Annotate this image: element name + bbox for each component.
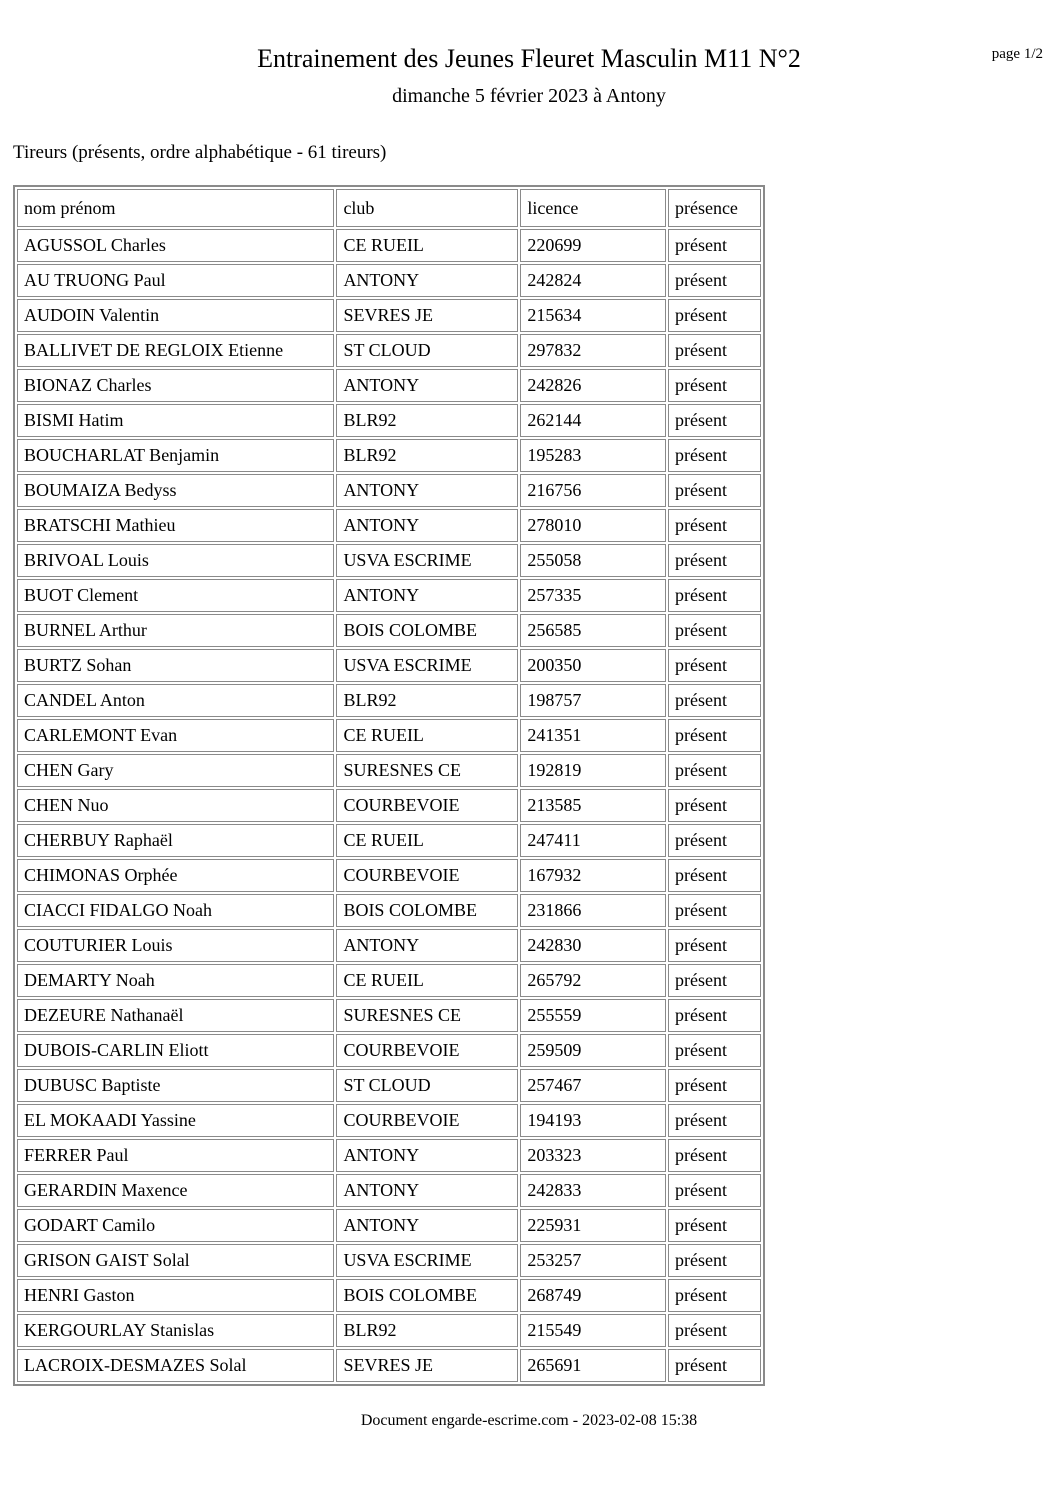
cell-licence: 242833: [520, 1174, 666, 1207]
cell-name: BUOT Clement: [17, 579, 334, 612]
section-heading-tireurs: Tireurs (présents, ordre alphabétique - 61 tireurs): [13, 142, 387, 163]
cell-name: BOUCHARLAT Benjamin: [17, 439, 334, 472]
table-row: [17, 264, 761, 297]
cell-presence: présent: [668, 649, 761, 682]
page-number-indicator: page 1/2: [991, 46, 1043, 62]
cell-name: DEMARTY Noah: [17, 964, 334, 997]
table-row: [17, 544, 761, 577]
table-row: [17, 1279, 761, 1312]
cell-presence: présent: [668, 404, 761, 437]
page-title: Entrainement des Jeunes Fleuret Masculin M11 N°2: [257, 44, 801, 73]
cell-club: ST CLOUD: [336, 334, 518, 367]
cell-club: COURBEVOIE: [336, 1104, 518, 1137]
table-row: [17, 649, 761, 682]
cell-club: BLR92: [336, 404, 518, 437]
column-header-club: club: [336, 189, 518, 227]
cell-licence: 255058: [520, 544, 666, 577]
cell-name: GRISON GAIST Solal: [17, 1244, 334, 1277]
cell-club: COURBEVOIE: [336, 1034, 518, 1067]
cell-name: BISMI Hatim: [17, 404, 334, 437]
table-row: [17, 334, 761, 367]
cell-club: CE RUEIL: [336, 719, 518, 752]
cell-presence: présent: [668, 1279, 761, 1312]
cell-club: ANTONY: [336, 1139, 518, 1172]
tireurs-table: [13, 185, 765, 1386]
cell-name: AU TRUONG Paul: [17, 264, 334, 297]
cell-name: CHIMONAS Orphée: [17, 859, 334, 892]
cell-name: BIONAZ Charles: [17, 369, 334, 402]
cell-club: CE RUEIL: [336, 824, 518, 857]
table-row: [17, 1314, 761, 1347]
cell-presence: présent: [668, 1174, 761, 1207]
table-row: [17, 929, 761, 962]
cell-licence: 192819: [520, 754, 666, 787]
cell-name: HENRI Gaston: [17, 1279, 334, 1312]
cell-presence: présent: [668, 894, 761, 927]
cell-club: USVA ESCRIME: [336, 544, 518, 577]
cell-presence: présent: [668, 1034, 761, 1067]
cell-licence: 247411: [520, 824, 666, 857]
cell-licence: 242824: [520, 264, 666, 297]
cell-name: BURNEL Arthur: [17, 614, 334, 647]
cell-name: AGUSSOL Charles: [17, 229, 334, 262]
cell-name: BOUMAIZA Bedyss: [17, 474, 334, 507]
table-row: [17, 439, 761, 472]
cell-club: SURESNES CE: [336, 754, 518, 787]
cell-presence: présent: [668, 1104, 761, 1137]
cell-club: BLR92: [336, 439, 518, 472]
cell-name: CHEN Nuo: [17, 789, 334, 822]
cell-club: ANTONY: [336, 474, 518, 507]
table-row: [17, 859, 761, 892]
cell-licence: 257467: [520, 1069, 666, 1102]
cell-presence: présent: [668, 964, 761, 997]
cell-presence: présent: [668, 754, 761, 787]
table-row: [17, 1104, 761, 1137]
cell-licence: 256585: [520, 614, 666, 647]
cell-presence: présent: [668, 474, 761, 507]
cell-club: ANTONY: [336, 509, 518, 542]
cell-licence: 255559: [520, 999, 666, 1032]
cell-licence: 278010: [520, 509, 666, 542]
table-row: [17, 999, 761, 1032]
cell-name: CHEN Gary: [17, 754, 334, 787]
column-header-licence: licence: [520, 189, 666, 227]
cell-club: COURBEVOIE: [336, 859, 518, 892]
table-row: [17, 614, 761, 647]
cell-licence: 225931: [520, 1209, 666, 1242]
cell-licence: 215549: [520, 1314, 666, 1347]
cell-club: CE RUEIL: [336, 964, 518, 997]
cell-presence: présent: [668, 859, 761, 892]
cell-presence: présent: [668, 299, 761, 332]
cell-licence: 216756: [520, 474, 666, 507]
cell-club: ANTONY: [336, 264, 518, 297]
table-row: [17, 1174, 761, 1207]
cell-club: ANTONY: [336, 369, 518, 402]
table-row: [17, 1209, 761, 1242]
cell-presence: présent: [668, 544, 761, 577]
table-row: [17, 789, 761, 822]
cell-club: USVA ESCRIME: [336, 1244, 518, 1277]
table-row: [17, 474, 761, 507]
cell-licence: 297832: [520, 334, 666, 367]
table-row: [17, 1034, 761, 1067]
cell-club: BOIS COLOMBE: [336, 614, 518, 647]
table-row: [17, 404, 761, 437]
column-header-name: nom prénom: [17, 189, 334, 227]
table-row: [17, 579, 761, 612]
cell-name: CIACCI FIDALGO Noah: [17, 894, 334, 927]
table-row: [17, 824, 761, 857]
cell-club: BOIS COLOMBE: [336, 1279, 518, 1312]
cell-presence: présent: [668, 439, 761, 472]
cell-name: BURTZ Sohan: [17, 649, 334, 682]
cell-club: USVA ESCRIME: [336, 649, 518, 682]
document-footer: Document engarde-escrime.com - 2023-02-08 15:38: [360, 1412, 698, 1429]
cell-licence: 257335: [520, 579, 666, 612]
cell-licence: 265792: [520, 964, 666, 997]
table-row: [17, 1349, 761, 1382]
table-row: [17, 719, 761, 752]
cell-licence: 200350: [520, 649, 666, 682]
cell-presence: présent: [668, 1069, 761, 1102]
cell-name: KERGOURLAY Stanislas: [17, 1314, 334, 1347]
cell-licence: 241351: [520, 719, 666, 752]
cell-licence: 167932: [520, 859, 666, 892]
cell-name: LACROIX-DESMAZES Solal: [17, 1349, 334, 1382]
cell-licence: 253257: [520, 1244, 666, 1277]
cell-name: CARLEMONT Evan: [17, 719, 334, 752]
cell-licence: 198757: [520, 684, 666, 717]
cell-presence: présent: [668, 1244, 761, 1277]
cell-presence: présent: [668, 719, 761, 752]
cell-licence: 265691: [520, 1349, 666, 1382]
cell-club: SEVRES JE: [336, 299, 518, 332]
cell-presence: présent: [668, 999, 761, 1032]
table-row: [17, 1139, 761, 1172]
cell-presence: présent: [668, 229, 761, 262]
cell-name: EL MOKAADI Yassine: [17, 1104, 334, 1137]
table-row: [17, 894, 761, 927]
cell-presence: présent: [668, 1209, 761, 1242]
cell-licence: 268749: [520, 1279, 666, 1312]
cell-name: BRIVOAL Louis: [17, 544, 334, 577]
cell-club: SURESNES CE: [336, 999, 518, 1032]
cell-club: ANTONY: [336, 579, 518, 612]
cell-club: BLR92: [336, 1314, 518, 1347]
cell-club: ANTONY: [336, 1174, 518, 1207]
table-row: [17, 1244, 761, 1277]
cell-presence: présent: [668, 1139, 761, 1172]
cell-club: BOIS COLOMBE: [336, 894, 518, 927]
cell-presence: présent: [668, 264, 761, 297]
cell-name: BRATSCHI Mathieu: [17, 509, 334, 542]
cell-name: DUBUSC Baptiste: [17, 1069, 334, 1102]
cell-club: CE RUEIL: [336, 229, 518, 262]
cell-presence: présent: [668, 1349, 761, 1382]
cell-licence: 213585: [520, 789, 666, 822]
cell-presence: présent: [668, 789, 761, 822]
table-header-row: [17, 189, 761, 227]
cell-licence: 242830: [520, 929, 666, 962]
cell-presence: présent: [668, 614, 761, 647]
cell-name: COUTURIER Louis: [17, 929, 334, 962]
cell-licence: 194193: [520, 1104, 666, 1137]
cell-club: ST CLOUD: [336, 1069, 518, 1102]
cell-presence: présent: [668, 369, 761, 402]
cell-licence: 242826: [520, 369, 666, 402]
table-row: [17, 754, 761, 787]
table-row: [17, 369, 761, 402]
cell-name: FERRER Paul: [17, 1139, 334, 1172]
cell-presence: présent: [668, 684, 761, 717]
cell-name: GODART Camilo: [17, 1209, 334, 1242]
cell-licence: 195283: [520, 439, 666, 472]
cell-name: DEZEURE Nathanaël: [17, 999, 334, 1032]
cell-club: BLR92: [336, 684, 518, 717]
cell-name: DUBOIS-CARLIN Eliott: [17, 1034, 334, 1067]
cell-name: BALLIVET DE REGLOIX Etienne: [17, 334, 334, 367]
cell-licence: 203323: [520, 1139, 666, 1172]
cell-name: CANDEL Anton: [17, 684, 334, 717]
cell-club: ANTONY: [336, 929, 518, 962]
table-row: [17, 509, 761, 542]
cell-name: CHERBUY Raphaël: [17, 824, 334, 857]
cell-presence: présent: [668, 929, 761, 962]
cell-presence: présent: [668, 824, 761, 857]
cell-licence: 231866: [520, 894, 666, 927]
cell-presence: présent: [668, 579, 761, 612]
cell-name: AUDOIN Valentin: [17, 299, 334, 332]
cell-presence: présent: [668, 334, 761, 367]
cell-club: ANTONY: [336, 1209, 518, 1242]
cell-licence: 259509: [520, 1034, 666, 1067]
table-row: [17, 299, 761, 332]
cell-licence: 220699: [520, 229, 666, 262]
cell-club: COURBEVOIE: [336, 789, 518, 822]
cell-name: GERARDIN Maxence: [17, 1174, 334, 1207]
cell-licence: 215634: [520, 299, 666, 332]
cell-presence: présent: [668, 1314, 761, 1347]
column-header-presence: présence: [668, 189, 761, 227]
table-row: [17, 1069, 761, 1102]
cell-club: SEVRES JE: [336, 1349, 518, 1382]
event-date-location: dimanche 5 février 2023 à Antony: [392, 85, 666, 107]
table-row: [17, 684, 761, 717]
cell-licence: 262144: [520, 404, 666, 437]
table-row: [17, 229, 761, 262]
cell-presence: présent: [668, 509, 761, 542]
table-row: [17, 964, 761, 997]
